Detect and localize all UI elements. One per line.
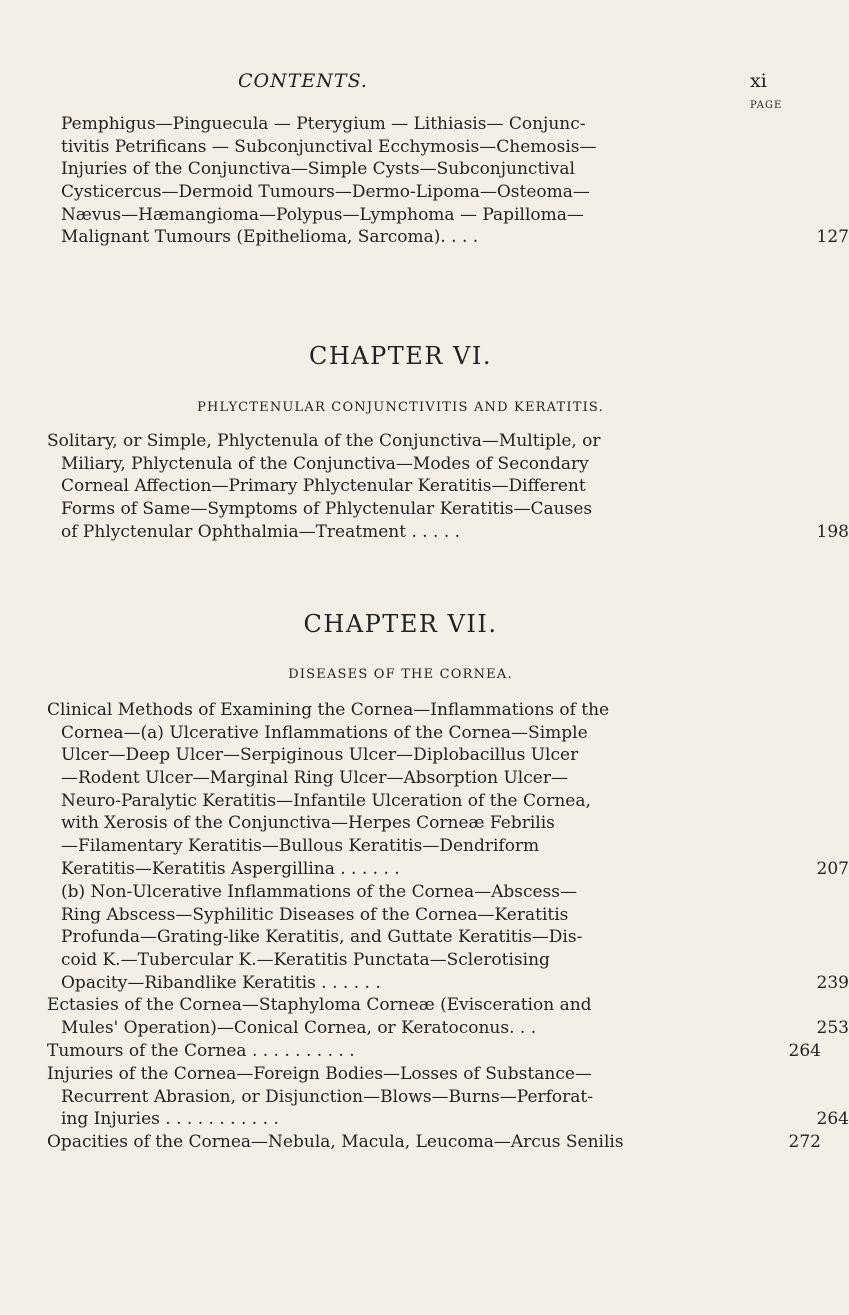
entry-line: Injuries of the Cornea—Foreign Bodies—Losses of Substance— (47, 1064, 592, 1084)
chapter-heading: CHAPTER VI. (309, 342, 492, 370)
entry-line (61, 226, 849, 249)
entry-line (47, 1040, 821, 1063)
chapter-subtitle: DISEASES OF THE CORNEA. (288, 667, 513, 682)
toc-entry-phlyctenula (0, 430, 849, 543)
toc-entry-opacities (0, 1131, 821, 1154)
entry-line-text: Tumours of the Cornea . . . . . . . . . . (47, 1041, 355, 1061)
entry-line (61, 521, 849, 544)
entry-line-text: Malignant Tumours (Epithelioma, Sarcoma). . . . (61, 227, 479, 248)
entry-line-text: of Phlyctenular Ophthalmia—Treatment . . . . . (61, 521, 461, 542)
entry-line: Solitary, or Simple, Phlyctenula of the Conjunctiva—Multiple, or (47, 431, 601, 451)
entry-line: tivitis Petrificans — Subconjunctival Ecchymosis—Chemosis— (61, 136, 597, 157)
running-head-title: CONTENTS. (238, 70, 368, 92)
entry-line: with Xerosis of the Conjunctiva—Herpes Corneæ Febrilis (61, 813, 555, 834)
entry-line: Cysticercus—Dermoid Tumours—Dermo-Lipoma—Osteoma— (61, 182, 590, 203)
entry-line: Pemphigus—Pinguecula — Pterygium — Lithiasis— Conjunc- (61, 114, 586, 134)
toc-entry-pemphigus (0, 113, 849, 249)
chapter-heading: CHAPTER VII. (303, 610, 498, 638)
entry-line: Neuro-Paralytic Keratitis—Infantile Ulceration of the Cornea, (61, 790, 591, 811)
entry-line: coid K.—Tubercular K.—Keratitis Punctata—Sclerotising (61, 950, 550, 971)
entry-line: (b) Non-Ulcerative Inflammations of the Cornea—Abscess— (61, 882, 577, 902)
entry-line-text: Mules' Operation)—Conical Cornea, or Keratoconus. . . (61, 1017, 537, 1038)
entry-line: Recurrent Abrasion, or Disjunction—Blows—Burns—Perforat- (61, 1086, 594, 1107)
entry-line: Corneal Affection—Primary Phlyctenular Keratitis—Different (61, 476, 586, 497)
page-column-label: PAGE (750, 100, 783, 111)
chapter-subtitle: PHLYCTENULAR CONJUNCTIVITIS AND KERATITIS. (197, 400, 604, 415)
running-head (0, 70, 801, 100)
entry-line (61, 1017, 849, 1040)
entry-line: Nævus—Hæmangioma—Polypus—Lymphoma — Papilloma— (61, 204, 584, 225)
entry-line: Clinical Methods of Examining the Cornea—Inflammations of the (47, 700, 610, 720)
toc-entry-non-ulcerative (0, 881, 849, 994)
entry-page-number: 253 (816, 1017, 849, 1038)
entry-line: Ectasies of the Cornea—Staphyloma Corneæ (Evisceration and (47, 995, 592, 1015)
entry-line (61, 858, 849, 881)
entry-line-text: Opacities of the Cornea—Nebula, Macula, Leucoma—Arcus Senilis (47, 1132, 624, 1152)
entry-line (61, 972, 849, 995)
entry-line: Cornea—(a) Ulcerative Inflammations of the Cornea—Simple (61, 722, 588, 743)
toc-entry-cornea-inflammations (0, 699, 849, 881)
entry-line (47, 1131, 821, 1154)
entry-page-number: 264 (788, 1041, 821, 1061)
entry-line: Miliary, Phlyctenula of the Conjunctiva—Modes of Secondary (61, 453, 589, 474)
entry-line-text: ing Injuries . . . . . . . . . . . (61, 1109, 279, 1130)
entry-page-number: 239 (816, 972, 849, 993)
entry-line: Forms of Same—Symptoms of Phlyctenular Keratitis—Causes (61, 499, 593, 520)
entry-page-number: 198 (816, 521, 849, 542)
entry-line: Ulcer—Deep Ulcer—Serpiginous Ulcer—Diplobacillus Ulcer (61, 745, 579, 766)
entry-line: Injuries of the Conjunctiva—Simple Cysts—Subconjunctival (61, 159, 575, 180)
page-number: xi (750, 70, 767, 92)
entry-page-number: 264 (816, 1109, 849, 1130)
entry-line (61, 1108, 849, 1131)
entry-line: —Rodent Ulcer—Marginal Ring Ulcer—Absorption Ulcer— (61, 768, 568, 789)
entry-line-text: Keratitis—Keratitis Aspergillina . . . . . . (61, 858, 400, 879)
entry-line-text: Opacity—Ribandlike Keratitis . . . . . . (61, 972, 381, 993)
entry-line: Profunda—Grating-like Keratitis, and Guttate Keratitis—Dis- (61, 927, 583, 948)
toc-entry-injuries (0, 1063, 849, 1131)
entry-page-number: 272 (788, 1132, 821, 1152)
toc-entry-ectasies (0, 994, 849, 1039)
entry-page-number: 207 (816, 858, 849, 879)
entry-line: —Filamentary Keratitis—Bullous Keratitis—Dendriform (61, 836, 540, 857)
toc-entry-tumours (0, 1040, 821, 1063)
entry-line: Ring Abscess—Syphilitic Diseases of the Cornea—Keratitis (61, 904, 569, 925)
entry-page-number: 127 (816, 227, 849, 248)
